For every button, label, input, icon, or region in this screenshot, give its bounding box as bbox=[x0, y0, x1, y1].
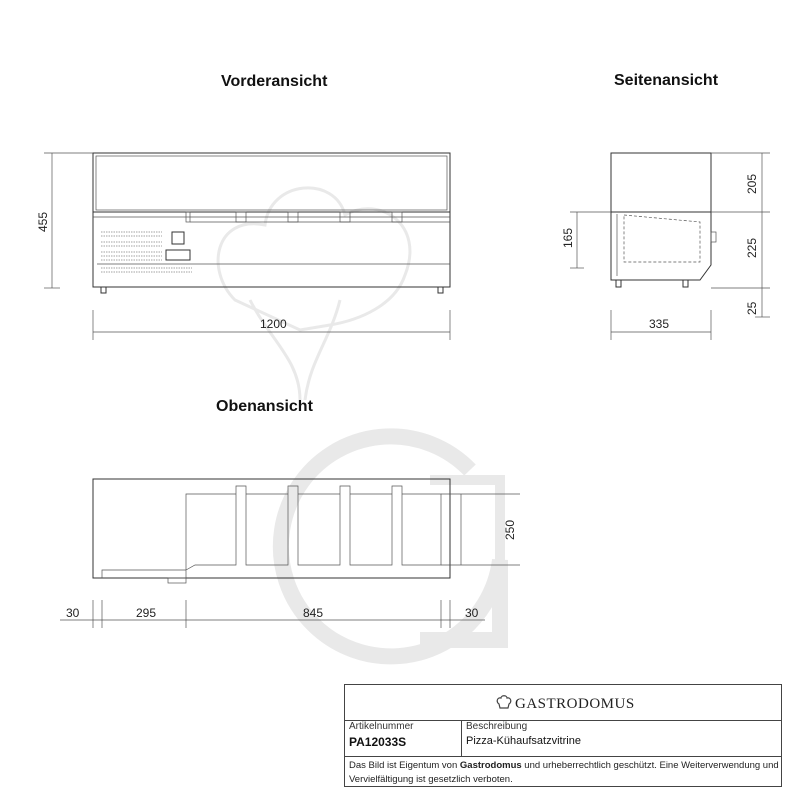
description-value: Pizza-Kühaufsatzvitrine bbox=[466, 735, 581, 747]
side-inner-height-dim: 165 bbox=[561, 227, 575, 248]
article-label: Artikelnummer bbox=[349, 721, 414, 732]
front-height-dim: 455 bbox=[36, 211, 50, 232]
chef-hat-logo-icon bbox=[495, 693, 513, 711]
note-brand: Gastrodomus bbox=[459, 760, 522, 771]
top-wells-dim: 845 bbox=[303, 606, 324, 620]
note-suffix: und urheberrechtlich geschützt. Eine Weiterverwendung und Vervielfältigung ist gesetzlich verboten. bbox=[349, 760, 779, 785]
front-view bbox=[44, 153, 450, 340]
title-block bbox=[344, 684, 782, 787]
top-control-dim: 295 bbox=[136, 606, 157, 620]
front-view-title: Vorderansicht bbox=[221, 73, 328, 90]
top-view-title: Obenansicht bbox=[216, 398, 313, 415]
power-switch bbox=[172, 232, 184, 244]
top-right-margin-dim: 30 bbox=[465, 606, 479, 620]
top-left-margin-dim: 30 bbox=[66, 606, 80, 620]
side-top-height-dim: 205 bbox=[745, 173, 759, 194]
brand-header bbox=[345, 685, 781, 721]
info-row bbox=[345, 720, 781, 757]
description-label: Beschreibung bbox=[466, 721, 528, 732]
side-mid-height-dim: 225 bbox=[745, 237, 759, 258]
side-depth-dim: 335 bbox=[649, 317, 670, 331]
side-view-title: Seitenansicht bbox=[614, 72, 719, 89]
watermark-logo bbox=[218, 188, 500, 657]
side-bottom-height-dim: 25 bbox=[745, 301, 759, 315]
front-width-dim: 1200 bbox=[260, 317, 287, 331]
copyright-note bbox=[349, 759, 779, 787]
side-view bbox=[570, 153, 770, 340]
brand-name: GASTRODOMUS bbox=[515, 696, 635, 712]
note-prefix: Das Bild ist Eigentum von bbox=[349, 760, 460, 771]
article-cell bbox=[345, 720, 462, 756]
description-cell bbox=[462, 720, 781, 756]
temperature-display bbox=[166, 250, 190, 260]
top-depth-dim: 250 bbox=[503, 519, 517, 540]
article-value: PA12033S bbox=[349, 735, 407, 749]
